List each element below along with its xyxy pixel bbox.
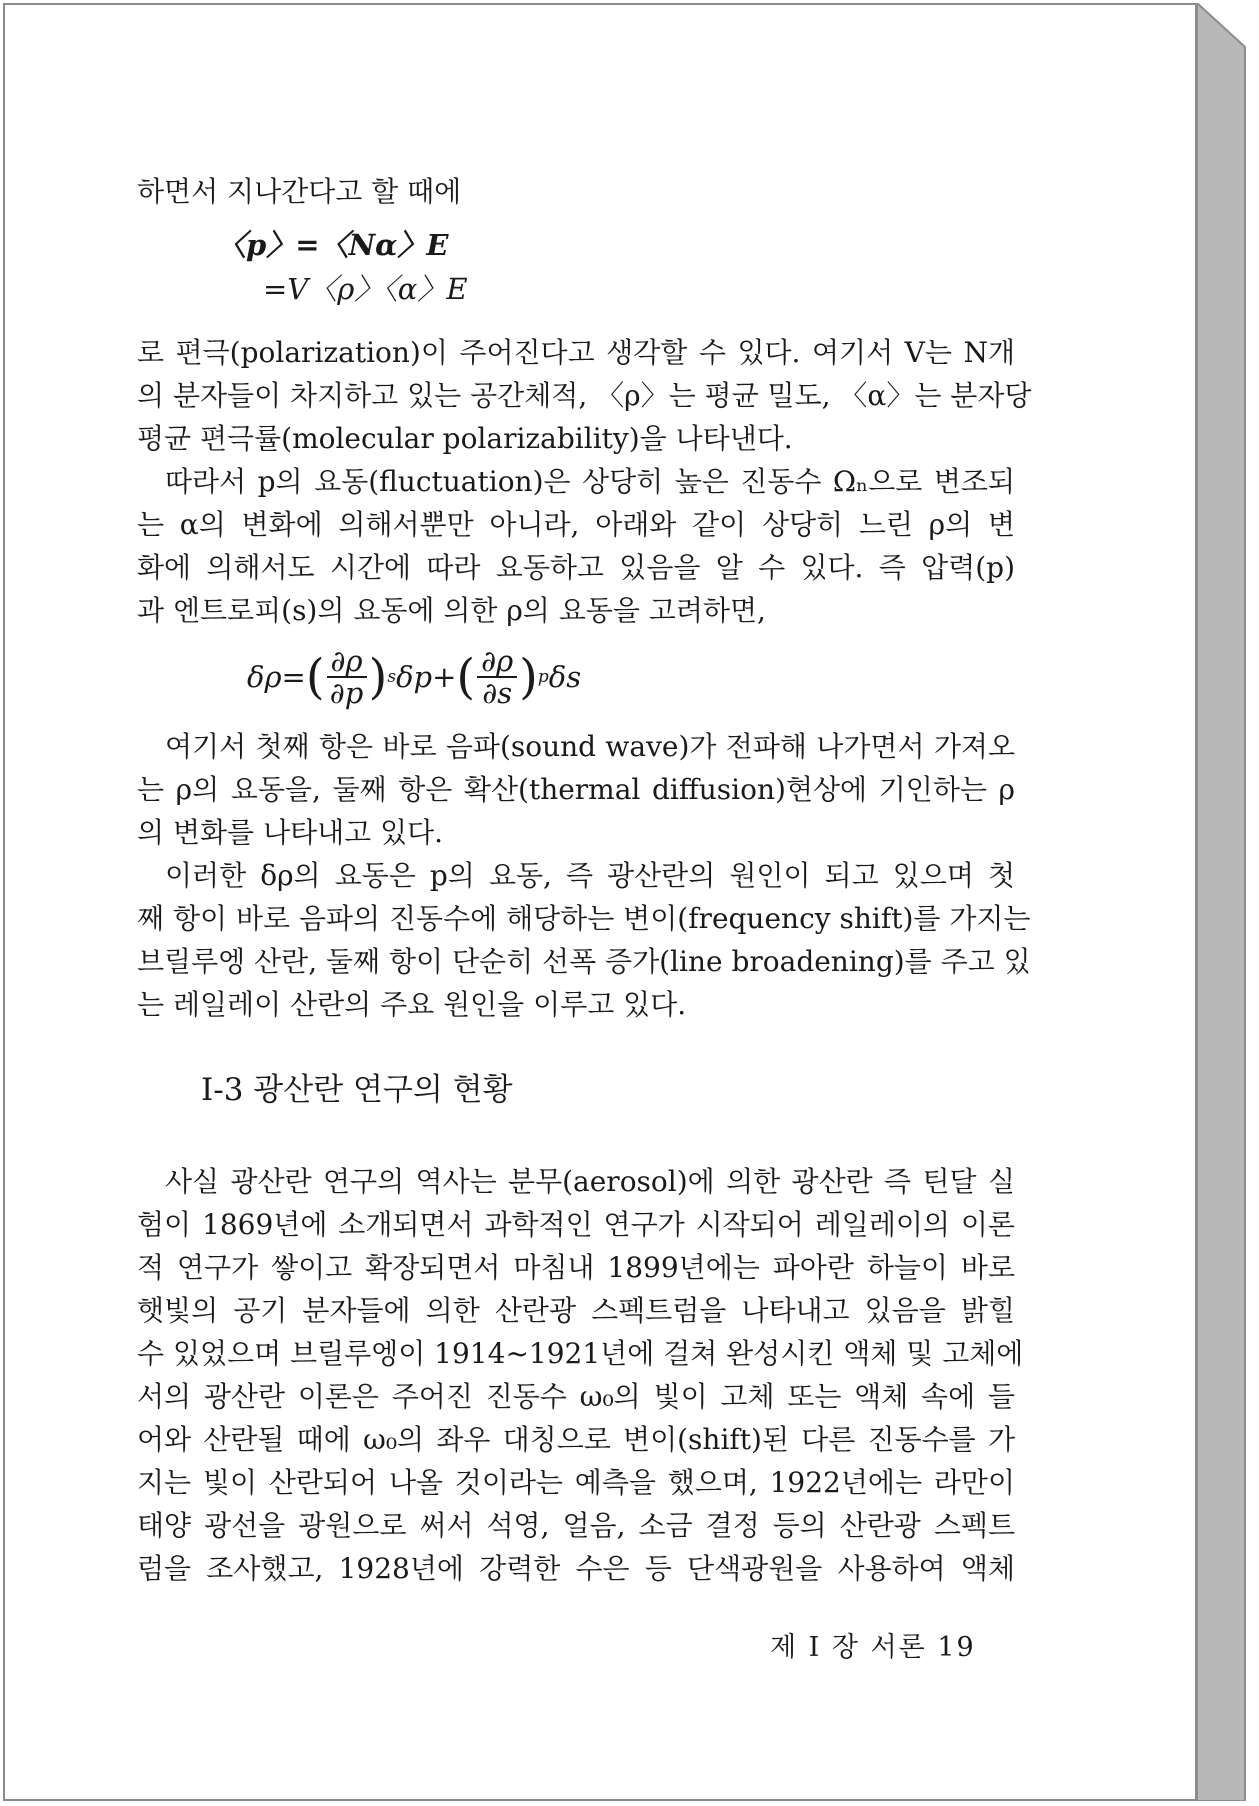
- text-line: 햇빛의 공기 분자들에 의한 산란광 스펙트럼을 나타내고 있음을 밝힐: [137, 1293, 1015, 1327]
- fraction-2: [477, 646, 517, 709]
- text-line: 는 ρ의 요동을, 둘째 항은 확산(thermal diffusion)현상에 기인하는 ρ: [137, 772, 1015, 806]
- equation-density-fluctuation: [247, 646, 1015, 709]
- text-line: 험이 1869년에 소개되면서 과학적인 연구가 시작되어 레일레이의 이론: [137, 1207, 1015, 1241]
- paren-open: (: [305, 649, 325, 706]
- eq-lhs: δρ=: [247, 660, 306, 695]
- text-line: 서의 광산란 이론은 주어진 진동수 ω₀의 빛이 고체 또는 액체 속에 들: [137, 1379, 1015, 1413]
- text-line: 로 편극(polarization)이 주어진다고 생각할 수 있다. 여기서 V는 N개: [137, 336, 1015, 369]
- text-line: 럼을 조사했고, 1928년에 강력한 수은 등 단색광원을 사용하여 액체: [137, 1551, 1015, 1585]
- paren-close: ): [519, 649, 538, 706]
- paragraph-2: [137, 460, 1015, 632]
- text-line: 적 연구가 쌓이고 확장되면서 마침내 1899년에는 파아란 하늘이 바로: [137, 1250, 1015, 1284]
- paragraph-3: [137, 725, 1015, 854]
- page-footer: 제 I 장 서론 19: [770, 1632, 976, 1663]
- equation-line-2: =V〈ρ〉〈α〉E: [263, 272, 468, 306]
- text-line: 브릴루엥 산란, 둘째 항이 단순히 선폭 증가(line broadening)를 주고 있: [137, 944, 1031, 978]
- text-line: 이러한 δρ의 요동은 p의 요동, 즉 광산란의 원인이 되고 있으며 첫: [165, 858, 1015, 892]
- paragraph-5: [137, 1160, 1024, 1590]
- fraction-1: [327, 646, 367, 709]
- subscript-1: s: [387, 667, 397, 688]
- fraction-2-numerator: ∂ρ: [477, 646, 517, 678]
- text-line: 의 분자들이 차지하고 있는 공간체적, 〈ρ〉는 평균 밀도, 〈α〉는 분자당: [137, 379, 1032, 412]
- section-heading: I-3 광산란 연구의 현황: [201, 1071, 513, 1108]
- equation-polarization: [217, 223, 1015, 311]
- fraction-1-numerator: ∂ρ: [327, 646, 367, 678]
- text-line: 화에 의해서도 시간에 따라 요동하고 있음을 알 수 있다. 즉 압력(p): [137, 551, 1015, 584]
- fraction-2-denominator: ∂s: [482, 676, 513, 711]
- text-line: 수 있었으며 브릴루엥이 1914~1921년에 걸쳐 완성시킨 액체 및 고체에: [137, 1336, 1024, 1370]
- text-line: 여기서 첫째 항은 바로 음파(sound wave)가 전파해 나가면서 가져오: [165, 729, 1015, 763]
- paragraph-1: [137, 331, 1032, 460]
- text-line: 는 레일레이 산란의 주요 원인을 이루고 있다.: [137, 987, 687, 1021]
- subscript-2: p: [537, 667, 549, 688]
- equation-line-1: 〈p〉=〈Nα〉E: [217, 228, 449, 262]
- text-line: 따라서 p의 요동(fluctuation)은 상당히 높은 진동수 Ωₙ으로 변조되: [165, 465, 1015, 498]
- fraction-1-denominator: ∂p: [329, 676, 364, 711]
- eq-mid: δp+: [396, 660, 457, 695]
- intro-line: 하면서 지나간다고 할 때에: [137, 175, 462, 208]
- text-line: 과 엔트로피(s)의 요동에 의한 ρ의 요동을 고려하면,: [137, 594, 766, 627]
- text-line: 지는 빛이 산란되어 나올 것이라는 예측을 했으며, 1922년에는 라만이: [137, 1465, 1015, 1499]
- book-edge: [1197, 3, 1255, 1801]
- paren-close: ): [368, 649, 388, 706]
- text-line: 태양 광선을 광원으로 써서 석영, 얼음, 소금 결정 등의 산란광 스펙트: [137, 1508, 1015, 1542]
- text-line: 사실 광산란 연구의 역사는 분무(aerosol)에 의한 광산란 즉 틴달 실: [165, 1164, 1015, 1198]
- eq-end: δs: [548, 660, 582, 695]
- text-line: 어와 산란될 때에 ω₀의 좌우 대칭으로 변이(shift)된 다른 진동수를 가: [137, 1422, 1015, 1456]
- page-content: [137, 170, 1032, 1590]
- text-line: 는 α의 변화에 의해서뿐만 아니라, 아래와 같이 상당히 느린 ρ의 변: [137, 508, 1015, 541]
- text-line: 평균 편극률(molecular polarizability)을 나타낸다.: [137, 422, 793, 455]
- paren-open: (: [456, 649, 476, 706]
- text-line: 의 변화를 나타내고 있다.: [137, 815, 444, 849]
- text-line: 째 항이 바로 음파의 진동수에 해당하는 변이(frequency shift)를 가지는: [137, 901, 1031, 935]
- paragraph-4: [137, 854, 1031, 1026]
